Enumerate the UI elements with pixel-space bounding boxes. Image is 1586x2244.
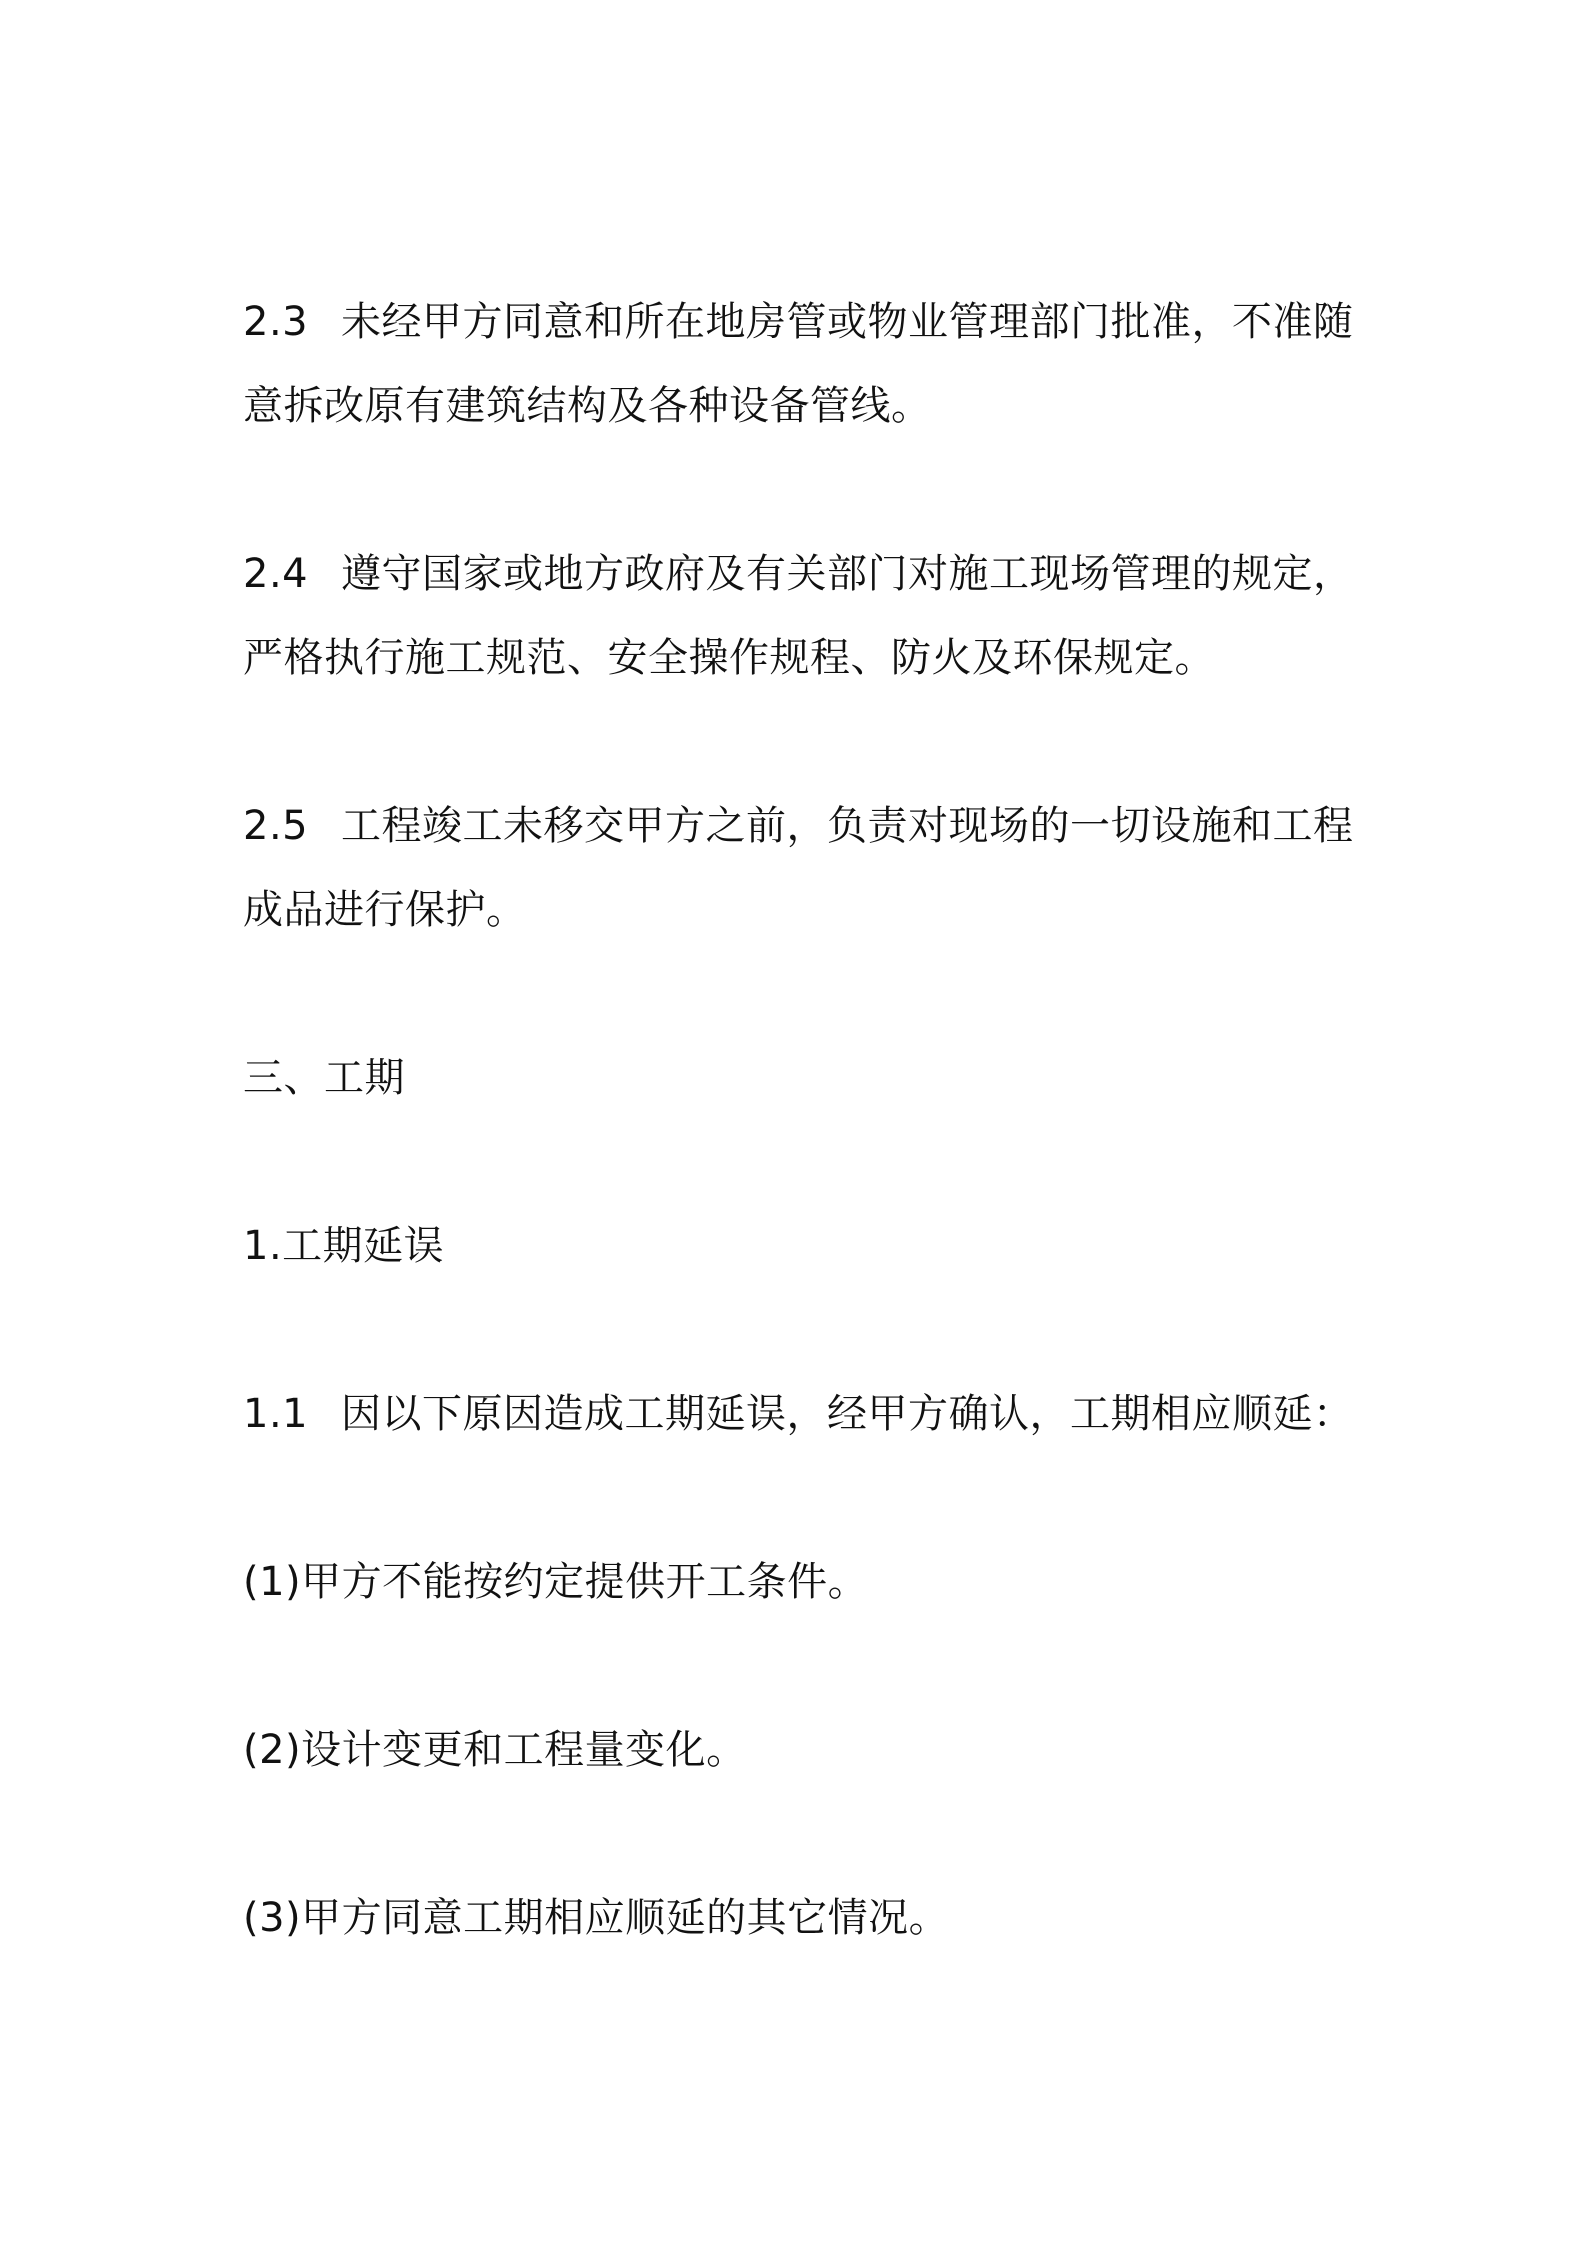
clause-2-3 [243, 280, 1363, 448]
clause-text: 因以下原因造成工期延误，经甲方确认，工期相应顺延： [341, 1391, 1354, 1437]
clause-text: 工程竣工未移交甲方之前，负责对现场的一切设施和工程成品进行保护。 [243, 803, 1354, 933]
sub-heading: 1.工期延误 [243, 1223, 445, 1269]
list-item: (2)设计变更和工程量变化。 [243, 1727, 747, 1773]
list-item: (1)甲方不能按约定提供开工条件。 [243, 1559, 869, 1605]
clause-number: 1.1 [243, 1391, 309, 1437]
clause-1-1 [243, 1372, 1363, 1456]
clause-text: 遵守国家或地方政府及有关部门对施工现场管理的规定，严格执行施工规范、安全操作规程、防火及环保规定。 [243, 551, 1354, 681]
document-body [243, 280, 1363, 1960]
clause-number: 2.4 [243, 551, 309, 597]
list-item: (3)甲方同意工期相应顺延的其它情况。 [243, 1895, 950, 1941]
clause-2-5 [243, 784, 1363, 952]
clause-2-4 [243, 532, 1363, 700]
clause-number: 2.3 [243, 299, 309, 345]
section-heading: 三、工期 [243, 1055, 405, 1101]
clause-number: 2.5 [243, 803, 309, 849]
clause-text: 未经甲方同意和所在地房管或物业管理部门批准，不准随意拆改原有建筑结构及各种设备管线。 [243, 299, 1354, 429]
